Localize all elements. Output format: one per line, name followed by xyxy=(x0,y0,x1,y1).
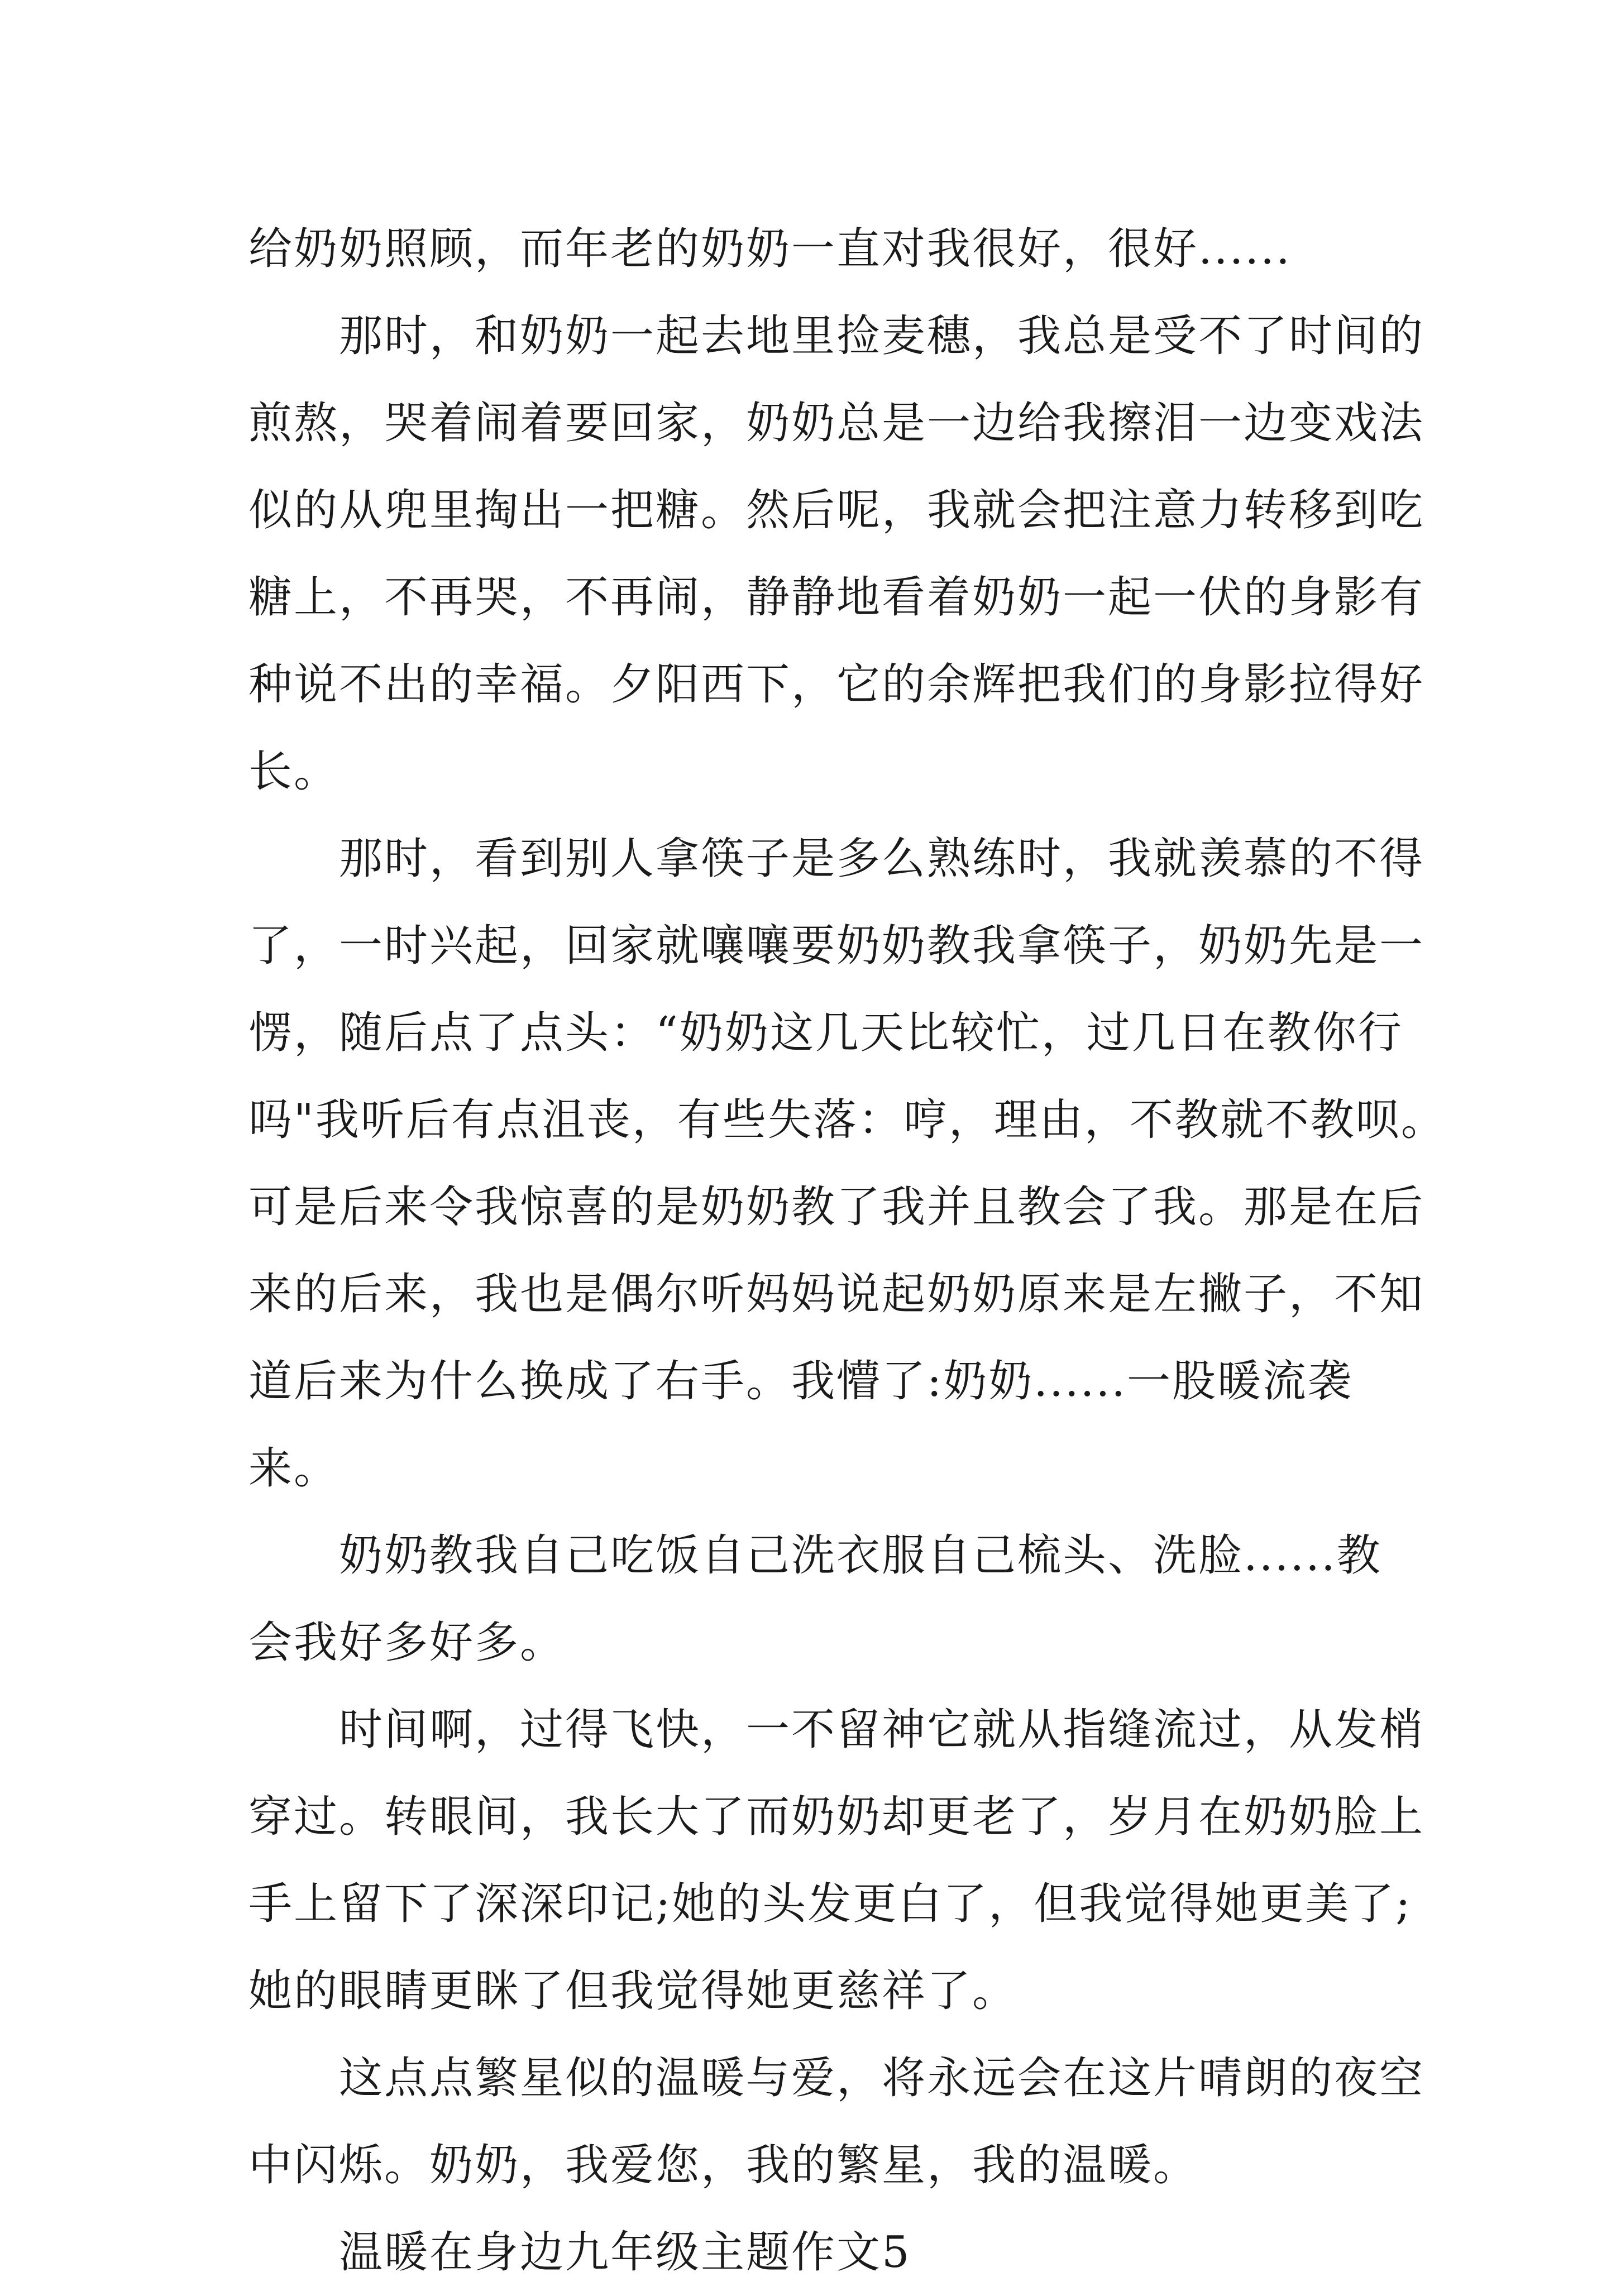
text-line: 种说不出的幸福。夕阳西下，它的余辉把我们的身影拉得好 xyxy=(248,659,1425,710)
text-line: 穿过。转眼间，我长大了而奶奶却更老了，岁月在奶奶脸上 xyxy=(248,1792,1425,1842)
text-line: 这点点繁星似的温暖与爱，将永远会在这片晴朗的夜空 xyxy=(248,2053,1425,2103)
text-line: 可是后来令我惊喜的是奶奶教了我并且教会了我。那是在后 xyxy=(248,1182,1425,1232)
text-line: 来。 xyxy=(248,1443,340,1494)
text-line: 道后来为什么换成了右手。我懵了:奶奶......一股暖流袭 xyxy=(248,1356,1354,1407)
text-line: 她的眼睛更眯了但我觉得她更慈祥了。 xyxy=(248,1966,1018,2016)
text-line: 时间啊，过得飞快，一不留神它就从指缝流过，从发梢 xyxy=(248,1705,1425,1755)
text-line: 吗"我听后有点沮丧，有些失落：哼，理由，不教就不教呗。 xyxy=(248,1095,1446,1145)
text-line: 来的后来，我也是偶尔听妈妈说起奶奶原来是左撇子，不知 xyxy=(248,1269,1425,1319)
text-line: 长。 xyxy=(248,747,340,797)
text-line: 愣，随后点了点头：“奶奶这几天比较忙，过几日在教你行 xyxy=(248,1008,1403,1058)
text-line: 温暖在身边九年级主题作文5 xyxy=(248,2227,911,2278)
text-line: 给奶奶照顾，而年老的奶奶一直对我很好，很好...... xyxy=(248,224,1292,274)
text-line: 奶奶教我自己吃饭自己洗衣服自己梳头、洗脸......教 xyxy=(248,1530,1382,1581)
text-line: 会我好多好多。 xyxy=(248,1618,566,1668)
text-line: 似的从兜里掏出一把糖。然后呢，我就会把注意力转移到吃 xyxy=(248,485,1425,535)
text-line: 那时，看到别人拿筷子是多么熟练时，我就羡慕的不得 xyxy=(248,834,1425,884)
text-line: 手上留下了深深印记;她的头发更白了，但我觉得她更美了; xyxy=(248,1879,1412,1929)
text-line: 了，一时兴起，回家就嚷嚷要奶奶教我拿筷子，奶奶先是一 xyxy=(248,921,1425,971)
document-body xyxy=(248,205,1446,2296)
text-line: 煎熬，哭着闹着要回家，奶奶总是一边给我擦泪一边变戏法 xyxy=(248,398,1425,448)
text-line: 那时，和奶奶一起去地里捡麦穗，我总是受不了时间的 xyxy=(248,311,1425,361)
text-line: 中闪烁。奶奶，我爱您，我的繁星，我的温暖。 xyxy=(248,2140,1199,2190)
text-line: 糖上，不再哭，不再闹，静静地看着奶奶一起一伏的身影有 xyxy=(248,572,1425,623)
